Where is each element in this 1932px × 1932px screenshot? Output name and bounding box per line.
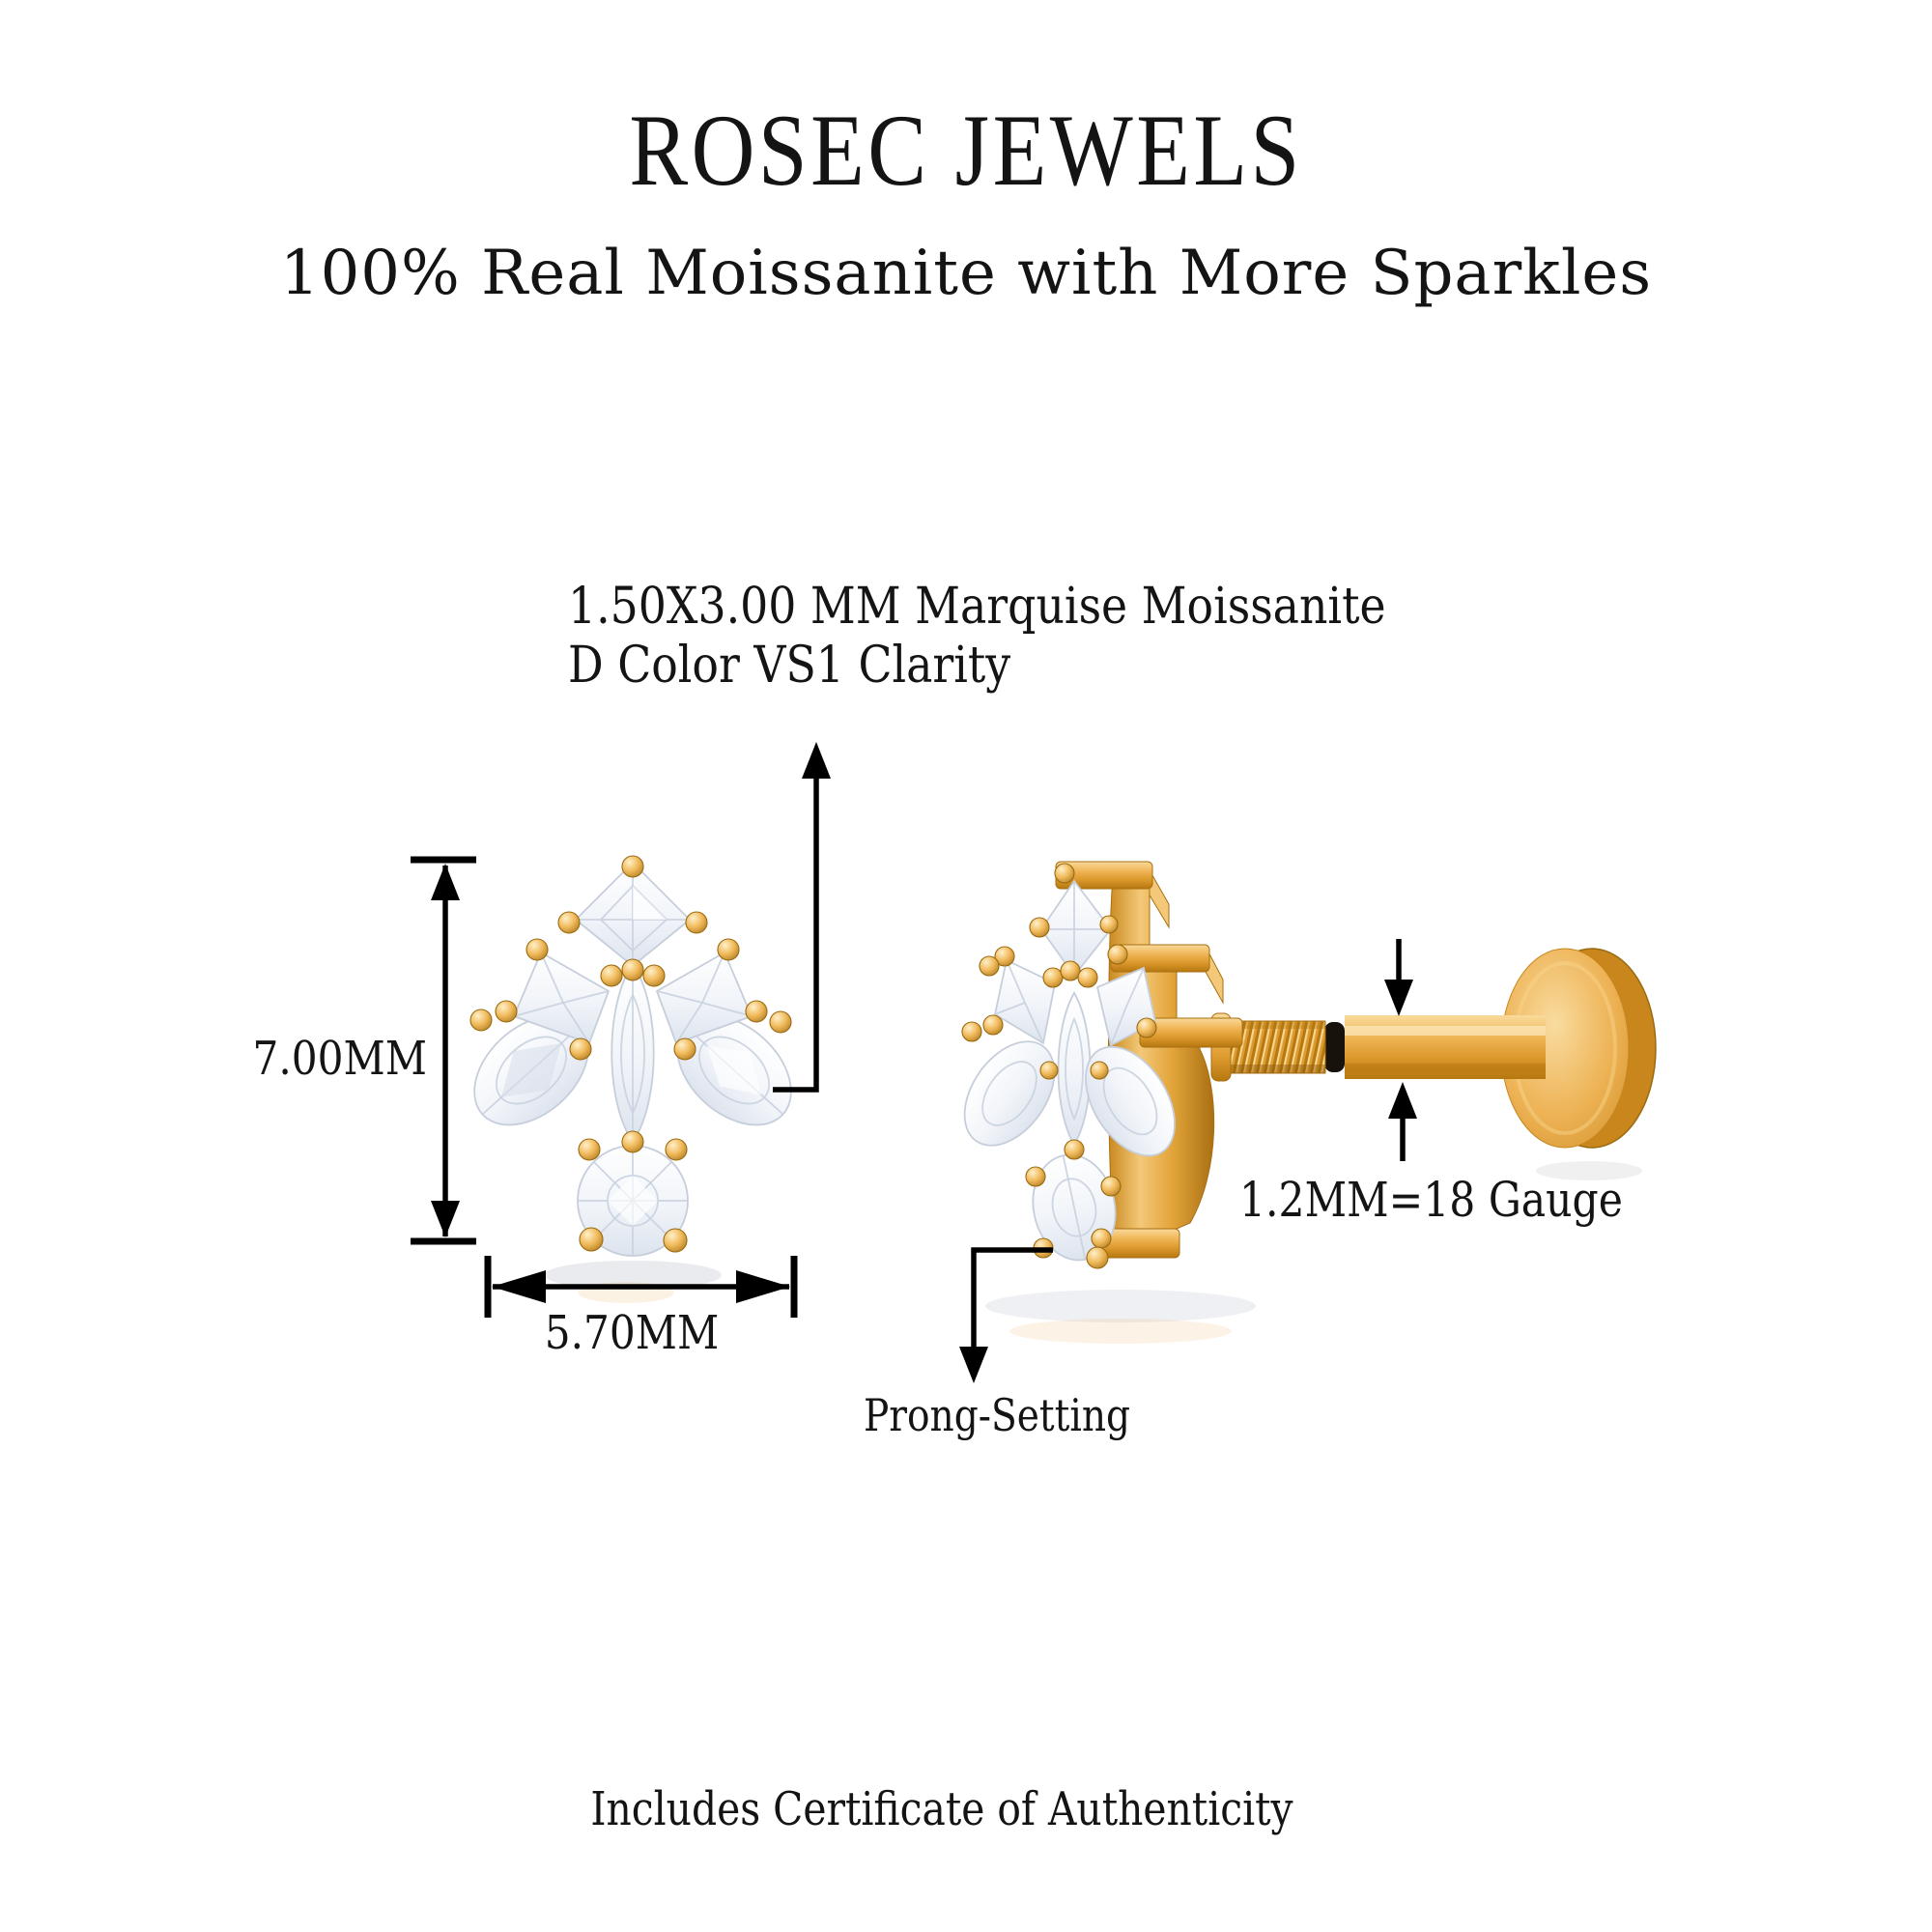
labret-post: [1345, 1015, 1546, 1079]
certificate-note: Includes Certificate of Authenticity: [590, 1782, 1293, 1836]
stone-spec-line1: 1.50X3.00 MM Marquise Moissanite: [568, 578, 1386, 636]
down-arrowhead-icon: [959, 1347, 988, 1383]
side-marquise-stone-center: [1059, 993, 1091, 1145]
stone-spec-line2: D Color VS1 Clarity: [568, 637, 1011, 696]
up-arrowhead-icon: [431, 864, 460, 900]
side-view-earring: [946, 862, 1656, 1344]
tagline: 100% Real Moissanite with More Sparkles: [279, 238, 1653, 309]
side-view-shadow: [985, 1290, 1256, 1322]
princess-stone: [576, 863, 690, 966]
stone-spec-annotation: [568, 578, 1386, 696]
height-label: 7.00MM: [252, 1032, 427, 1086]
side-kite-stone-top: [1041, 881, 1111, 976]
gauge-label: 1.2MM=18 Gauge: [1239, 1172, 1623, 1228]
side-marquise-stone-left: [946, 1025, 1072, 1162]
side-view-gold-reflection: [1009, 1319, 1232, 1344]
width-label: 5.70MM: [544, 1306, 720, 1360]
left-arrowhead-icon: [492, 1270, 546, 1303]
down-arrowhead-icon: [431, 1201, 460, 1237]
marquise-stone-center: [611, 964, 654, 1142]
front-view-earring: [453, 856, 811, 1303]
threaded-post: [1229, 1021, 1325, 1073]
right-arrowhead-icon: [736, 1270, 790, 1303]
o-ring: [1324, 1022, 1345, 1072]
up-arrowhead-icon: [1388, 1082, 1417, 1119]
up-arrowhead-icon: [802, 742, 831, 779]
prong-setting-label: Prong-Setting: [864, 1389, 1131, 1441]
stone-spec-leader-arrow: [773, 742, 831, 1090]
brand-title: ROSEC JEWELS: [629, 94, 1303, 207]
down-arrowhead-icon: [1384, 980, 1413, 1016]
